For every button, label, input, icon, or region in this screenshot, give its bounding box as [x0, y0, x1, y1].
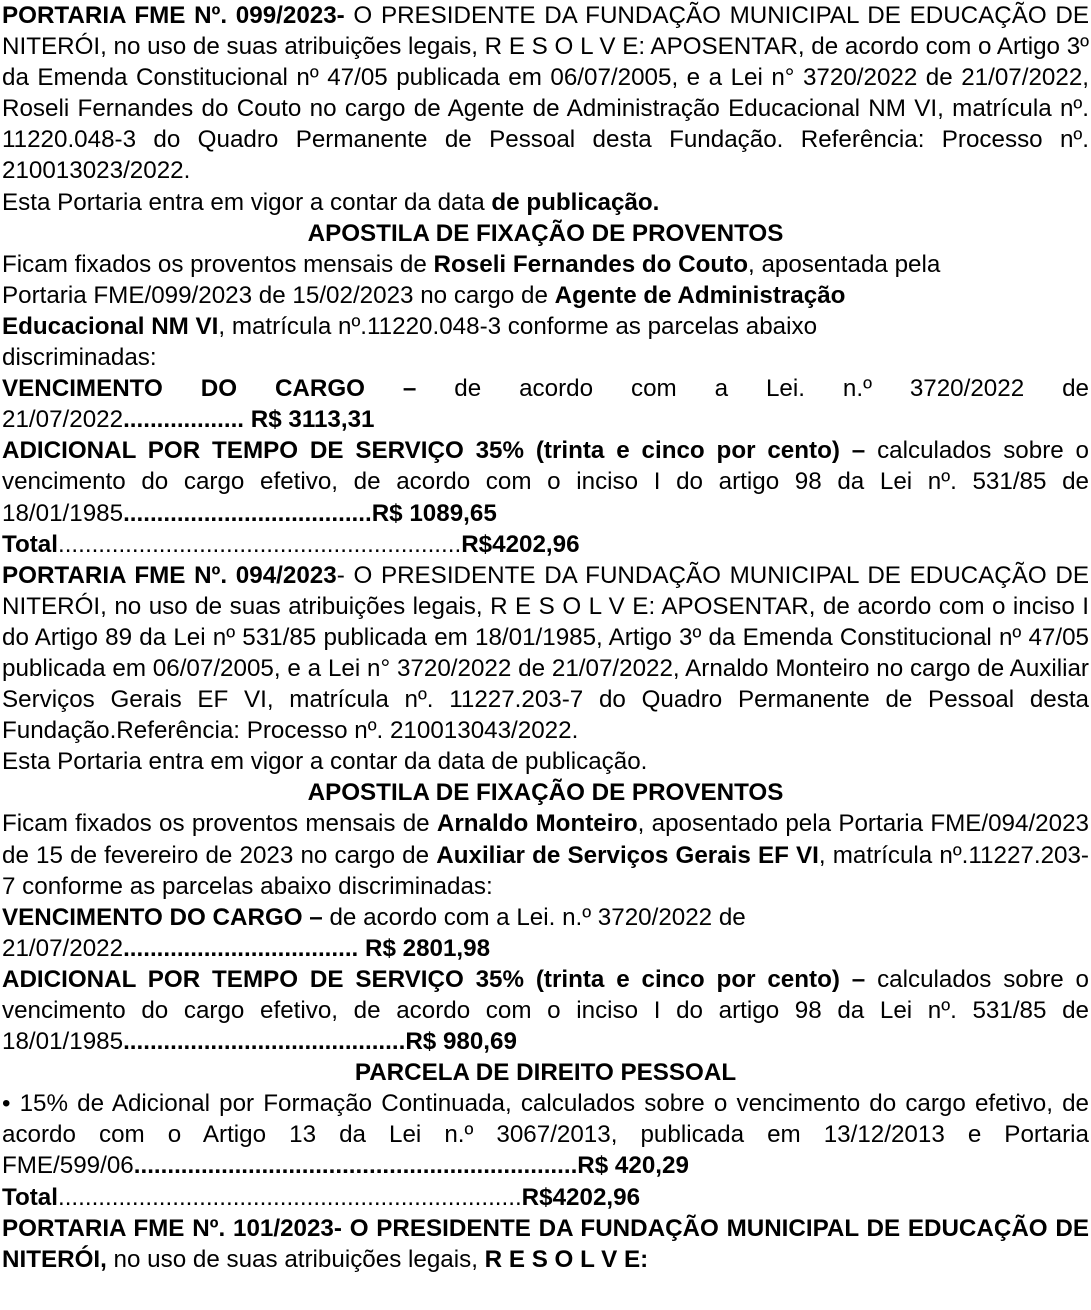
vencimento-label: VENCIMENTO DO CARGO –	[2, 903, 323, 931]
intro-text: Ficam fixados os proventos mensais de	[2, 250, 434, 278]
leader-dots: .....................................	[123, 499, 372, 527]
leader-dots: ............................................................	[57, 530, 462, 558]
leader-dots: ..................................................................	[133, 1152, 578, 1180]
apostila-2-vencimento-value-line	[2, 933, 1089, 964]
total-label: Total	[2, 530, 58, 558]
portaria-101-heading: PORTARIA FME Nº. 101/2023- O PRESIDENTE DA FUNDAÇÃO MUNICIPAL DE EDUCAÇÃO DE NITERÓI,	[2, 1214, 1089, 1273]
intro-text: Ficam fixados os proventos mensais de	[2, 810, 437, 838]
portaria-094-vigor: Esta Portaria entra em vigor a contar da data de publicação.	[2, 748, 648, 776]
total-value: R$4202,96	[461, 530, 580, 558]
apostila-2-adicional	[2, 964, 1089, 1057]
apostila-2-vencimento-line	[2, 902, 1089, 933]
vencimento-text: de acordo com a Lei. n.º 3720/2022 de	[322, 903, 746, 931]
adicional-label: ADICIONAL POR TEMPO DE SERVIÇO 35% (trinta e cinco por cento) –	[2, 965, 866, 993]
cargo-name: Agente de Administração	[554, 281, 846, 309]
portaria-099-vigor	[2, 187, 1089, 218]
apostila-2-total	[2, 1182, 1089, 1213]
apostila-1-vencimento-value-line	[2, 404, 1089, 435]
parcela-text: 15% de Adicional por Formação Continuada, calculados sobre o vencimento do cargo efetivo, de acordo com o Artigo 13 da Lei n.º 3067/2013, publicada em 13/12/2013 e Portaria FME/599/06	[2, 1090, 1089, 1180]
intro-text: , aposentada pela	[748, 250, 941, 278]
beneficiary-name: Arnaldo Monteiro	[436, 810, 638, 838]
portaria-099-heading: PORTARIA FME Nº. 099/2023-	[2, 2, 345, 29]
intro-text: discriminadas:	[2, 344, 157, 372]
intro-text: , matrícula nº.11220.048-3 conforme as parcelas abaixo	[218, 312, 818, 340]
vencimento-date: 21/07/2022	[2, 406, 124, 434]
apostila-title-1: APOSTILA DE FIXAÇÃO DE PROVENTOS	[307, 219, 784, 247]
parcela-title: PARCELA DE DIREITO PESSOAL	[354, 1059, 737, 1087]
apostila-1-total	[2, 529, 1089, 560]
portaria-101-body: no uso de suas atribuições legais,	[106, 1245, 485, 1273]
cargo-name: Educacional NM VI	[2, 312, 219, 340]
cargo-name: Auxiliar de Serviços Gerais EF VI	[436, 841, 819, 869]
vencimento-value: R$ 2801,98	[358, 934, 491, 962]
adicional-value: R$ 980,69	[405, 1028, 517, 1056]
vencimento-text: de acordo com a Lei. n.º 3720/2022 de	[416, 375, 1089, 403]
intro-text: , matrícula nº.11227.203-7 conforme as parcelas abaixo discriminadas:	[2, 841, 1089, 900]
adicional-label: ADICIONAL POR TEMPO DE SERVIÇO 35% (trinta e cinco por cento) –	[2, 437, 866, 465]
apostila-1-intro	[2, 249, 1089, 373]
portaria-094-heading: PORTARIA FME Nº. 094/2023	[2, 561, 337, 589]
adicional-text: calculados sobre o vencimento do cargo efetivo, de acordo com o inciso I do artigo 98 da Lei nº. 531/85 de 18/01/1985	[2, 965, 1089, 1056]
total-value: R$4202,96	[521, 1183, 641, 1211]
portaria-094-paragraph	[2, 560, 1089, 747]
portaria-099-paragraph	[2, 0, 1089, 187]
portaria-094-body: - O PRESIDENTE DA FUNDAÇÃO MUNICIPAL DE EDUCAÇÃO DE NITERÓI, no uso de suas atribuições legais, R E S O L V E: APOSENTAR, de acordo com o inciso I do Artigo 89 da Lei nº 531/85 publicada em 18/01/1985, Artigo 3º da Emenda Constitucional nº 47/05 publicada em 06/07/2005, e a Lei n° 3720/2022 de 21/07/2022, Arnaldo Monteiro no cargo de Auxiliar Serviços Gerais EF VI, matrícula nº. 11227.203-7 do Quadro Permanente de Pessoal desta Fundação.Referência: Processo nº. 210013043/2022.	[2, 561, 1089, 745]
leader-dots: ..................	[123, 406, 245, 434]
parcela-value: R$ 420,29	[577, 1152, 689, 1180]
beneficiary-name: Roseli Fernandes do Couto	[433, 250, 749, 278]
adicional-value: R$ 1089,65	[371, 499, 497, 527]
vencimento-value: R$ 3113,31	[244, 406, 375, 434]
parcela-item	[2, 1088, 1089, 1181]
intro-text: Portaria FME/099/2023 de 15/02/2023 no cargo de	[2, 281, 555, 309]
vigor-text: Esta Portaria entra em vigor a contar da data	[2, 188, 492, 216]
vencimento-label: VENCIMENTO DO CARGO –	[2, 375, 417, 403]
leader-dots: ..........................................	[123, 1028, 406, 1056]
total-label: Total	[2, 1183, 58, 1211]
portaria-101-paragraph	[2, 1213, 1089, 1275]
vigor-bold: de publicação.	[491, 188, 660, 216]
portaria-101-resolve: R E S O L V E:	[484, 1245, 649, 1273]
bullet-icon: •	[2, 1090, 11, 1118]
apostila-1-adicional	[2, 435, 1089, 528]
apostila-1-vencimento-line	[2, 373, 1089, 404]
vencimento-date: 21/07/2022	[2, 934, 124, 962]
leader-dots: ...................................	[123, 934, 359, 962]
leader-dots: .....................................................................	[57, 1183, 522, 1211]
apostila-2-intro	[2, 808, 1089, 901]
adicional-text: calculados sobre o vencimento do cargo efetivo, de acordo com o inciso I do artigo 98 da Lei nº. 531/85 de 18/01/1985	[2, 437, 1089, 527]
apostila-title-2: APOSTILA DE FIXAÇÃO DE PROVENTOS	[307, 779, 784, 807]
intro-text: , aposentado pela Portaria FME/094/2023 de 15 de fevereiro de 2023 no cargo de	[2, 810, 1089, 869]
portaria-099-body: O PRESIDENTE DA FUNDAÇÃO MUNICIPAL DE EDUCAÇÃO DE NITERÓI, no uso de suas atribuições legais, R E S O L V E: APOSENTAR, de acordo com o Artigo 3º da Emenda Constitucional nº 47/05 publicada em 06/07/2005, e a Lei n° 3720/2022 de 21/07/2022, Roseli Fernandes do Couto no cargo de Agente de Administração Educacional NM VI, matrícula nº. 11220.048-3 do Quadro Permanente de Pessoal desta Fundação. Referência: Processo nº. 210013023/2022.	[2, 2, 1090, 185]
